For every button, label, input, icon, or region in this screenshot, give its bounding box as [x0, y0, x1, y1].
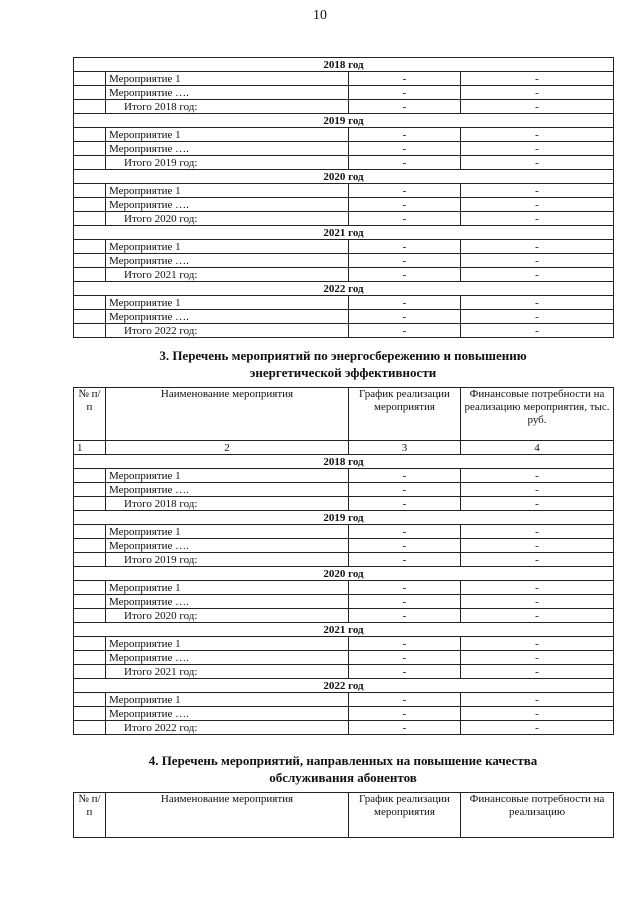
schedule-cell: -	[349, 721, 461, 735]
schedule-cell: -	[349, 100, 461, 114]
schedule-cell: -	[349, 665, 461, 679]
table-row	[74, 581, 614, 595]
finance-cell: -	[461, 483, 614, 497]
schedule-cell: -	[349, 581, 461, 595]
col-number-4: 4	[461, 441, 614, 455]
row-number-cell	[74, 72, 106, 86]
total-label: Итого 2021 год:	[106, 268, 349, 282]
schedule-cell: -	[349, 184, 461, 198]
year-row	[74, 567, 614, 581]
year-label: 2022 год	[74, 679, 614, 693]
total-row	[74, 212, 614, 226]
row-number-cell	[74, 651, 106, 665]
row-number-cell	[74, 693, 106, 707]
section-3-title	[73, 347, 613, 381]
table-header-row	[74, 388, 614, 441]
year-label: 2018 год	[74, 455, 614, 469]
total-label: Итого 2022 год:	[106, 324, 349, 338]
table-row	[74, 72, 614, 86]
activity-name: Мероприятие ….	[106, 310, 349, 324]
table-row	[74, 539, 614, 553]
finance-cell: -	[461, 72, 614, 86]
year-label: 2020 год	[74, 170, 614, 184]
year-label: 2022 год	[74, 282, 614, 296]
finance-cell: -	[461, 212, 614, 226]
table-header-row	[74, 793, 614, 838]
row-number-cell	[74, 721, 106, 735]
finance-cell: -	[461, 497, 614, 511]
schedule-cell: -	[349, 637, 461, 651]
schedule-cell: -	[349, 651, 461, 665]
finance-cell: -	[461, 637, 614, 651]
year-row	[74, 679, 614, 693]
total-label: Итого 2018 год:	[106, 497, 349, 511]
table-section-2-continued	[73, 57, 614, 338]
header-name: Наименование мероприятия	[106, 388, 349, 441]
row-number-cell	[74, 525, 106, 539]
table-row	[74, 693, 614, 707]
table-row	[74, 184, 614, 198]
table-row	[74, 483, 614, 497]
total-row	[74, 324, 614, 338]
activity-name: Мероприятие ….	[106, 86, 349, 100]
column-numbers-row	[74, 441, 614, 455]
table-row	[74, 240, 614, 254]
finance-cell: -	[461, 240, 614, 254]
table-row	[74, 198, 614, 212]
finance-cell: -	[461, 296, 614, 310]
finance-cell: -	[461, 268, 614, 282]
finance-cell: -	[461, 198, 614, 212]
total-label: Итого 2022 год:	[106, 721, 349, 735]
schedule-cell: -	[349, 142, 461, 156]
finance-cell: -	[461, 581, 614, 595]
total-row	[74, 721, 614, 735]
row-number-cell	[74, 609, 106, 623]
total-label: Итого 2019 год:	[106, 553, 349, 567]
year-label: 2019 год	[74, 114, 614, 128]
section-3-title-line2: энергетической эффективности	[249, 365, 437, 380]
table-row	[74, 86, 614, 100]
table-row	[74, 128, 614, 142]
total-label: Итого 2021 год:	[106, 665, 349, 679]
total-label: Итого 2020 год:	[106, 609, 349, 623]
finance-cell: -	[461, 128, 614, 142]
schedule-cell: -	[349, 693, 461, 707]
year-label: 2021 год	[74, 226, 614, 240]
activity-name: Мероприятие ….	[106, 483, 349, 497]
total-row	[74, 665, 614, 679]
section-4-title	[73, 752, 613, 786]
schedule-cell: -	[349, 72, 461, 86]
total-row	[74, 268, 614, 282]
header-finance: Финансовые потребности на реализацию мероприятия, тыс. руб.	[461, 388, 614, 441]
finance-cell: -	[461, 651, 614, 665]
row-number-cell	[74, 595, 106, 609]
activity-name: Мероприятие ….	[106, 254, 349, 268]
total-label: Итого 2019 год:	[106, 156, 349, 170]
row-number-cell	[74, 184, 106, 198]
activity-name: Мероприятие 1	[106, 525, 349, 539]
activity-name: Мероприятие 1	[106, 128, 349, 142]
activity-name: Мероприятие ….	[106, 142, 349, 156]
finance-cell: -	[461, 553, 614, 567]
finance-cell: -	[461, 310, 614, 324]
row-number-cell	[74, 296, 106, 310]
total-row	[74, 100, 614, 114]
finance-cell: -	[461, 254, 614, 268]
schedule-cell: -	[349, 469, 461, 483]
row-number-cell	[74, 324, 106, 338]
header-schedule: График реализации мероприятия	[349, 793, 461, 838]
finance-cell: -	[461, 469, 614, 483]
finance-cell: -	[461, 665, 614, 679]
schedule-cell: -	[349, 212, 461, 226]
schedule-cell: -	[349, 483, 461, 497]
finance-cell: -	[461, 184, 614, 198]
schedule-cell: -	[349, 539, 461, 553]
activity-name: Мероприятие ….	[106, 539, 349, 553]
row-number-cell	[74, 637, 106, 651]
total-label: Итого 2020 год:	[106, 212, 349, 226]
activity-name: Мероприятие ….	[106, 198, 349, 212]
table-row	[74, 469, 614, 483]
finance-cell: -	[461, 86, 614, 100]
schedule-cell: -	[349, 296, 461, 310]
row-number-cell	[74, 469, 106, 483]
finance-cell: -	[461, 525, 614, 539]
col-number-2: 2	[106, 441, 349, 455]
total-row	[74, 609, 614, 623]
year-row	[74, 455, 614, 469]
schedule-cell: -	[349, 254, 461, 268]
activity-name: Мероприятие 1	[106, 581, 349, 595]
table-section-4	[73, 792, 614, 838]
header-finance: Финансовые потребности на реализацию	[461, 793, 614, 838]
activity-name: Мероприятие ….	[106, 707, 349, 721]
activity-name: Мероприятие 1	[106, 693, 349, 707]
finance-cell: -	[461, 693, 614, 707]
col-number-1: 1	[74, 441, 106, 455]
table-row	[74, 310, 614, 324]
schedule-cell: -	[349, 198, 461, 212]
table-row	[74, 595, 614, 609]
schedule-cell: -	[349, 268, 461, 282]
activity-name: Мероприятие 1	[106, 637, 349, 651]
schedule-cell: -	[349, 128, 461, 142]
schedule-cell: -	[349, 86, 461, 100]
year-row	[74, 511, 614, 525]
row-number-cell	[74, 86, 106, 100]
schedule-cell: -	[349, 595, 461, 609]
finance-cell: -	[461, 595, 614, 609]
row-number-cell	[74, 240, 106, 254]
row-number-cell	[74, 483, 106, 497]
year-row	[74, 623, 614, 637]
activity-name: Мероприятие 1	[106, 72, 349, 86]
row-number-cell	[74, 497, 106, 511]
total-row	[74, 553, 614, 567]
page-number: 10	[313, 8, 327, 23]
table-row	[74, 142, 614, 156]
finance-cell: -	[461, 100, 614, 114]
row-number-cell	[74, 581, 106, 595]
table-row	[74, 254, 614, 268]
row-number-cell	[74, 268, 106, 282]
row-number-cell	[74, 198, 106, 212]
schedule-cell: -	[349, 609, 461, 623]
row-number-cell	[74, 310, 106, 324]
activity-name: Мероприятие 1	[106, 469, 349, 483]
row-number-cell	[74, 212, 106, 226]
table-section-3	[73, 387, 614, 735]
col-number-3: 3	[349, 441, 461, 455]
schedule-cell: -	[349, 156, 461, 170]
total-label: Итого 2018 год:	[106, 100, 349, 114]
header-name: Наименование мероприятия	[106, 793, 349, 838]
finance-cell: -	[461, 721, 614, 735]
year-label: 2019 год	[74, 511, 614, 525]
schedule-cell: -	[349, 707, 461, 721]
activity-name: Мероприятие 1	[106, 296, 349, 310]
year-label: 2021 год	[74, 623, 614, 637]
finance-cell: -	[461, 707, 614, 721]
total-row	[74, 497, 614, 511]
year-row	[74, 170, 614, 184]
year-row	[74, 226, 614, 240]
total-row	[74, 156, 614, 170]
row-number-cell	[74, 707, 106, 721]
section-3-title-line1: 3. Перечень мероприятий по энергосбережению и повышению	[159, 348, 527, 363]
header-schedule: График реализации мероприятия	[349, 388, 461, 441]
activity-name: Мероприятие ….	[106, 651, 349, 665]
row-number-cell	[74, 128, 106, 142]
year-label: 2018 год	[74, 58, 614, 72]
finance-cell: -	[461, 609, 614, 623]
schedule-cell: -	[349, 240, 461, 254]
finance-cell: -	[461, 539, 614, 553]
schedule-cell: -	[349, 324, 461, 338]
finance-cell: -	[461, 324, 614, 338]
row-number-cell	[74, 142, 106, 156]
table-row	[74, 637, 614, 651]
row-number-cell	[74, 156, 106, 170]
row-number-cell	[74, 539, 106, 553]
schedule-cell: -	[349, 497, 461, 511]
activity-name: Мероприятие 1	[106, 240, 349, 254]
table-row	[74, 525, 614, 539]
year-row	[74, 58, 614, 72]
finance-cell: -	[461, 156, 614, 170]
schedule-cell: -	[349, 525, 461, 539]
activity-name: Мероприятие ….	[106, 595, 349, 609]
header-num: № п/п	[74, 388, 106, 441]
table-row	[74, 707, 614, 721]
table-row	[74, 651, 614, 665]
schedule-cell: -	[349, 310, 461, 324]
row-number-cell	[74, 254, 106, 268]
table-row	[74, 296, 614, 310]
schedule-cell: -	[349, 553, 461, 567]
section-4-title-line1: 4. Перечень мероприятий, направленных на повышение качества	[148, 753, 538, 768]
finance-cell: -	[461, 142, 614, 156]
year-row	[74, 114, 614, 128]
header-num: № п/п	[74, 793, 106, 838]
row-number-cell	[74, 553, 106, 567]
year-label: 2020 год	[74, 567, 614, 581]
section-4-title-line2: обслуживания абонентов	[269, 770, 417, 785]
row-number-cell	[74, 100, 106, 114]
activity-name: Мероприятие 1	[106, 184, 349, 198]
row-number-cell	[74, 665, 106, 679]
year-row	[74, 282, 614, 296]
